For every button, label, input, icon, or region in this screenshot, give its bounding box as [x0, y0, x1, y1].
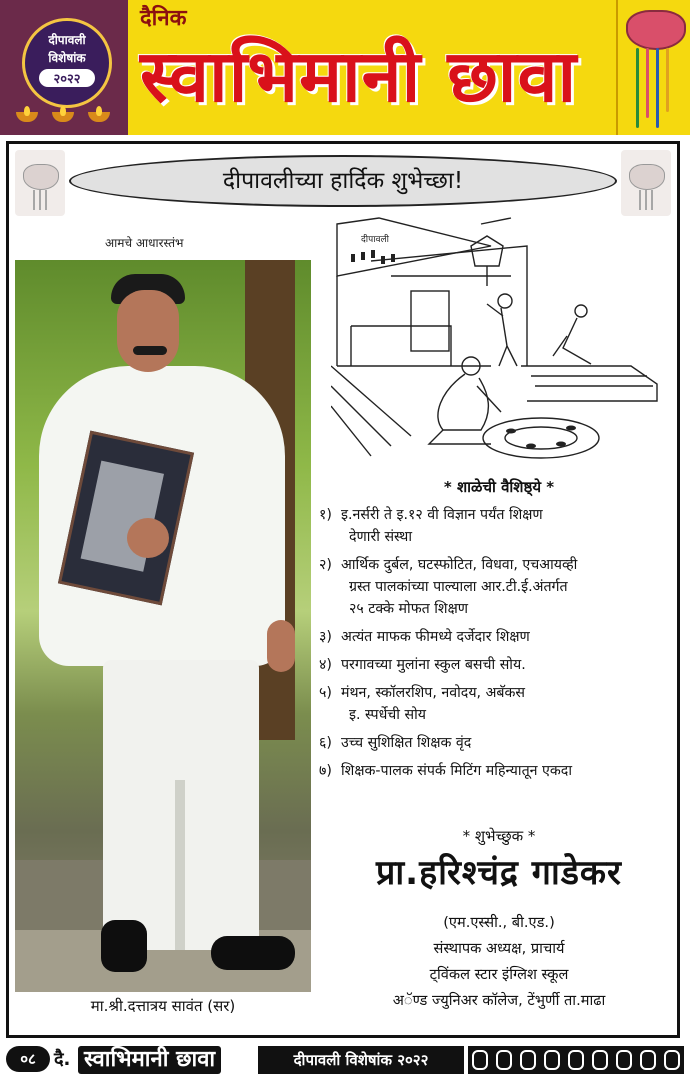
feature-number: ६) [319, 735, 332, 751]
wisher-name: प्रा.हरिश्चंद्र गाडेकर [376, 853, 622, 893]
feature-number: १) [319, 507, 332, 523]
wisher-qualification: (एम.एस्सी., बी.एड.) [443, 914, 555, 931]
wisher-role: संस्थापक अध्यक्ष, प्राचार्य [433, 940, 565, 957]
features-title: * शाळेची वैशिष्ठ्ये * [443, 478, 555, 496]
feature-item [319, 682, 671, 726]
wisher-details [325, 910, 673, 1014]
feature-text: इ.नर्सरी ते इ.१२ वी विज्ञान पर्यंत शिक्षण [341, 507, 543, 523]
lantern-panel [616, 0, 690, 135]
feature-text: शिक्षक-पालक संपर्क मिटिंग महिन्यातून एकदा [341, 763, 573, 779]
page-number: ०८ [6, 1046, 50, 1072]
footer-brand-prefix: दै. [54, 1049, 71, 1070]
diwali-badge-panel [0, 0, 128, 135]
feature-number: ५) [319, 685, 332, 701]
school-address: अॅण्ड ज्युनिअर कॉलेज, टेंभुर्णी ता.माढा [392, 992, 606, 1009]
feature-item [319, 626, 671, 648]
school-name: ट्विंकल स्टार इंग्लिश स्कूल [429, 966, 569, 983]
feature-number: ७) [319, 763, 332, 779]
feature-text: आर्थिक दुर्बल, घटस्फोटित, विधवा, एचआयव्ही [341, 557, 578, 573]
diwali-rangoli-illustration [331, 216, 669, 466]
daily-label: दैनिक [140, 6, 187, 31]
feature-text: ग्रस्त पालकांच्या पाल्याला आर.टी.ई.अंतर्गत [349, 579, 568, 595]
badge-line1: दीपावली [48, 33, 86, 47]
footer-issue: दीपावली विशेषांक २०२२ [258, 1046, 464, 1074]
person-photo [15, 260, 311, 992]
feature-item [319, 654, 671, 676]
badge-year: २०२२ [39, 69, 95, 87]
feature-text: देणारी संस्था [349, 529, 413, 545]
lantern-icon [621, 150, 671, 216]
feature-text: उच्च सुशिक्षित शिक्षक वृंद [341, 735, 472, 751]
feature-item [319, 504, 671, 548]
pillar-label: आमचे आधारस्तंभ [105, 236, 184, 250]
badge-line2: विशेषांक [48, 51, 86, 65]
photo-caption: मा.श्री.दत्तात्रय सावंत (सर) [90, 997, 236, 1015]
feature-text: परगावच्या मुलांना स्कुल बसची सोय. [341, 657, 526, 673]
ad-frame [6, 141, 680, 1038]
feature-number: २) [319, 557, 332, 573]
feature-text: इ. स्पर्धेची सोय [349, 707, 426, 723]
greeting-banner: दीपावलीच्या हार्दिक शुभेच्छा! [69, 155, 617, 207]
page-footer [6, 1044, 684, 1076]
feature-text: अत्यंत माफक फीमध्ये दर्जेदार शिक्षण [341, 629, 530, 645]
feature-item [319, 732, 671, 754]
feature-number: ३) [319, 629, 332, 645]
masthead [0, 0, 690, 135]
wisher-label: * शुभेच्छुक * [462, 827, 536, 845]
feature-item [319, 554, 671, 620]
footer-ornament-icon [468, 1046, 684, 1074]
feature-text: मंथन, स्कॉलरशिप, नवोदय, अबॅकस [341, 685, 526, 701]
diwali-badge [22, 18, 112, 108]
footer-brand: स्वाभिमानी छावा [78, 1046, 221, 1074]
lantern-icon [15, 150, 65, 216]
feature-item [319, 760, 671, 782]
diya-lamps-icon [10, 108, 118, 128]
feature-number: ४) [319, 657, 332, 673]
feature-text: २५ टक्के मोफत शिक्षण [349, 601, 468, 617]
newspaper-name: स्वाभिमानी छावा [140, 34, 578, 118]
lantern-icon [626, 10, 686, 50]
features-list [319, 504, 671, 788]
illustration-label: दीपावली [361, 235, 389, 245]
